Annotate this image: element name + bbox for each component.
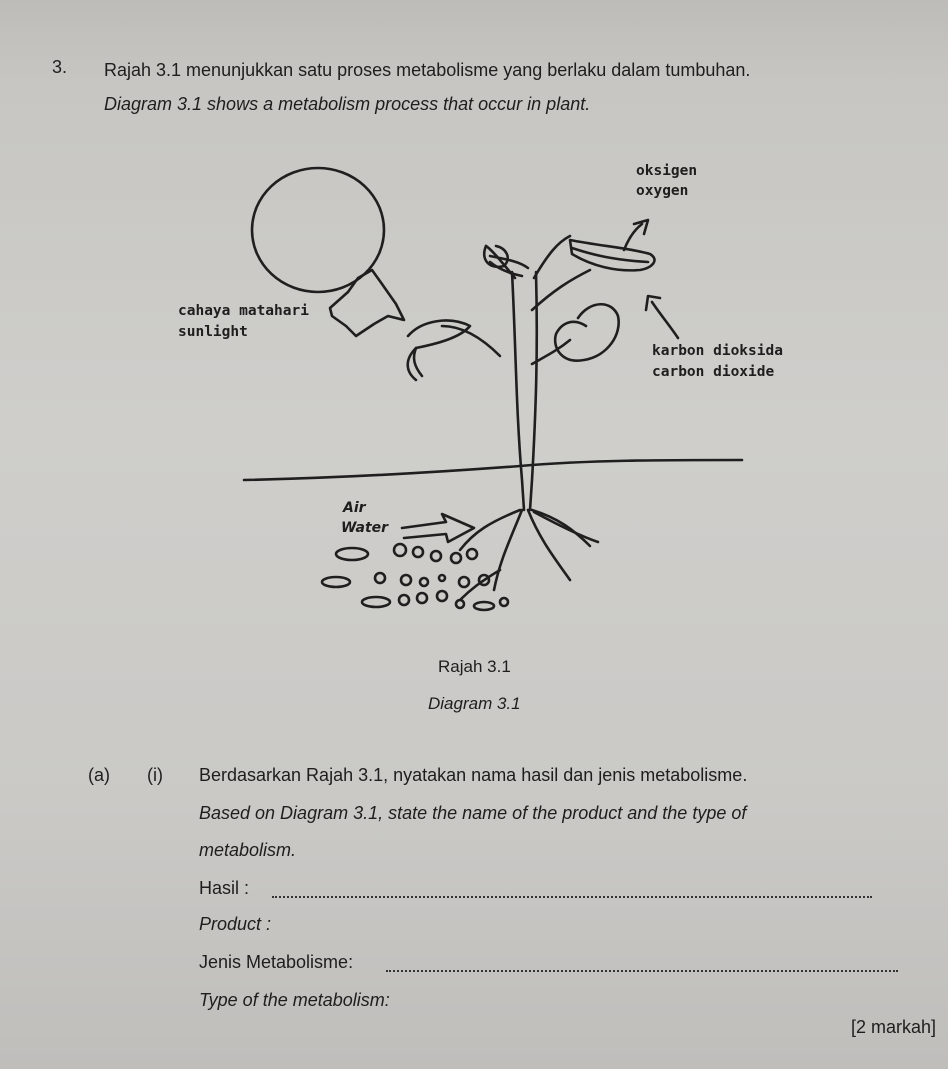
leaf-top-right bbox=[570, 240, 655, 270]
leaf-right bbox=[555, 304, 619, 360]
product-answer-line[interactable] bbox=[272, 896, 872, 898]
ground-line bbox=[244, 460, 742, 480]
product-label-en: Product : bbox=[199, 914, 272, 934]
question-intro-en: Diagram 3.1 shows a metabolism process that occur in plant. bbox=[104, 94, 591, 114]
label-co2-en: carbon dioxide bbox=[652, 364, 775, 380]
label-sunlight-ms: cahaya matahari bbox=[178, 303, 309, 319]
part-a-text-ms: Berdasarkan Rajah 3.1, nyatakan nama hasil dan jenis metabolisme. bbox=[199, 765, 748, 785]
product-label-ms: Hasil : bbox=[199, 878, 250, 898]
caption-ms: Rajah 3.1 bbox=[438, 657, 511, 676]
sunlight-arrow-icon bbox=[330, 270, 404, 336]
part-a-sub-label: (i) bbox=[147, 765, 163, 785]
part-a-label: (a) bbox=[88, 765, 110, 785]
co2-arrow-icon bbox=[652, 302, 678, 338]
marks-label: [2 markah] bbox=[850, 1017, 936, 1037]
oxygen-arrow-icon bbox=[624, 224, 642, 250]
label-oxygen-en: oxygen bbox=[636, 183, 689, 199]
photosynthesis-diagram bbox=[160, 150, 800, 630]
question-intro-ms: Rajah 3.1 menunjukkan satu proses metabolisme yang berlaku dalam tumbuhan. bbox=[104, 60, 751, 80]
label-sunlight-en: sunlight bbox=[178, 324, 248, 340]
type-answer-line[interactable] bbox=[386, 970, 898, 972]
type-label-ms: Jenis Metabolisme: bbox=[199, 952, 354, 972]
part-a-text-en-line1: Based on Diagram 3.1, state the name of the product and the type of bbox=[199, 803, 747, 823]
type-label-en: Type of the metabolism: bbox=[199, 990, 390, 1010]
label-oxygen-ms: oksigen bbox=[636, 163, 698, 179]
water-arrow-icon bbox=[402, 514, 474, 542]
label-water-ms: Air bbox=[343, 500, 366, 516]
label-co2-ms: karbon dioksida bbox=[652, 343, 783, 359]
part-a-text-en-line2: metabolism. bbox=[199, 840, 297, 860]
label-water-en: Water bbox=[341, 520, 389, 536]
root-center bbox=[494, 510, 522, 590]
caption-en: Diagram 3.1 bbox=[428, 694, 521, 713]
question-number: 3. bbox=[52, 57, 68, 77]
plant-stem bbox=[512, 272, 524, 510]
